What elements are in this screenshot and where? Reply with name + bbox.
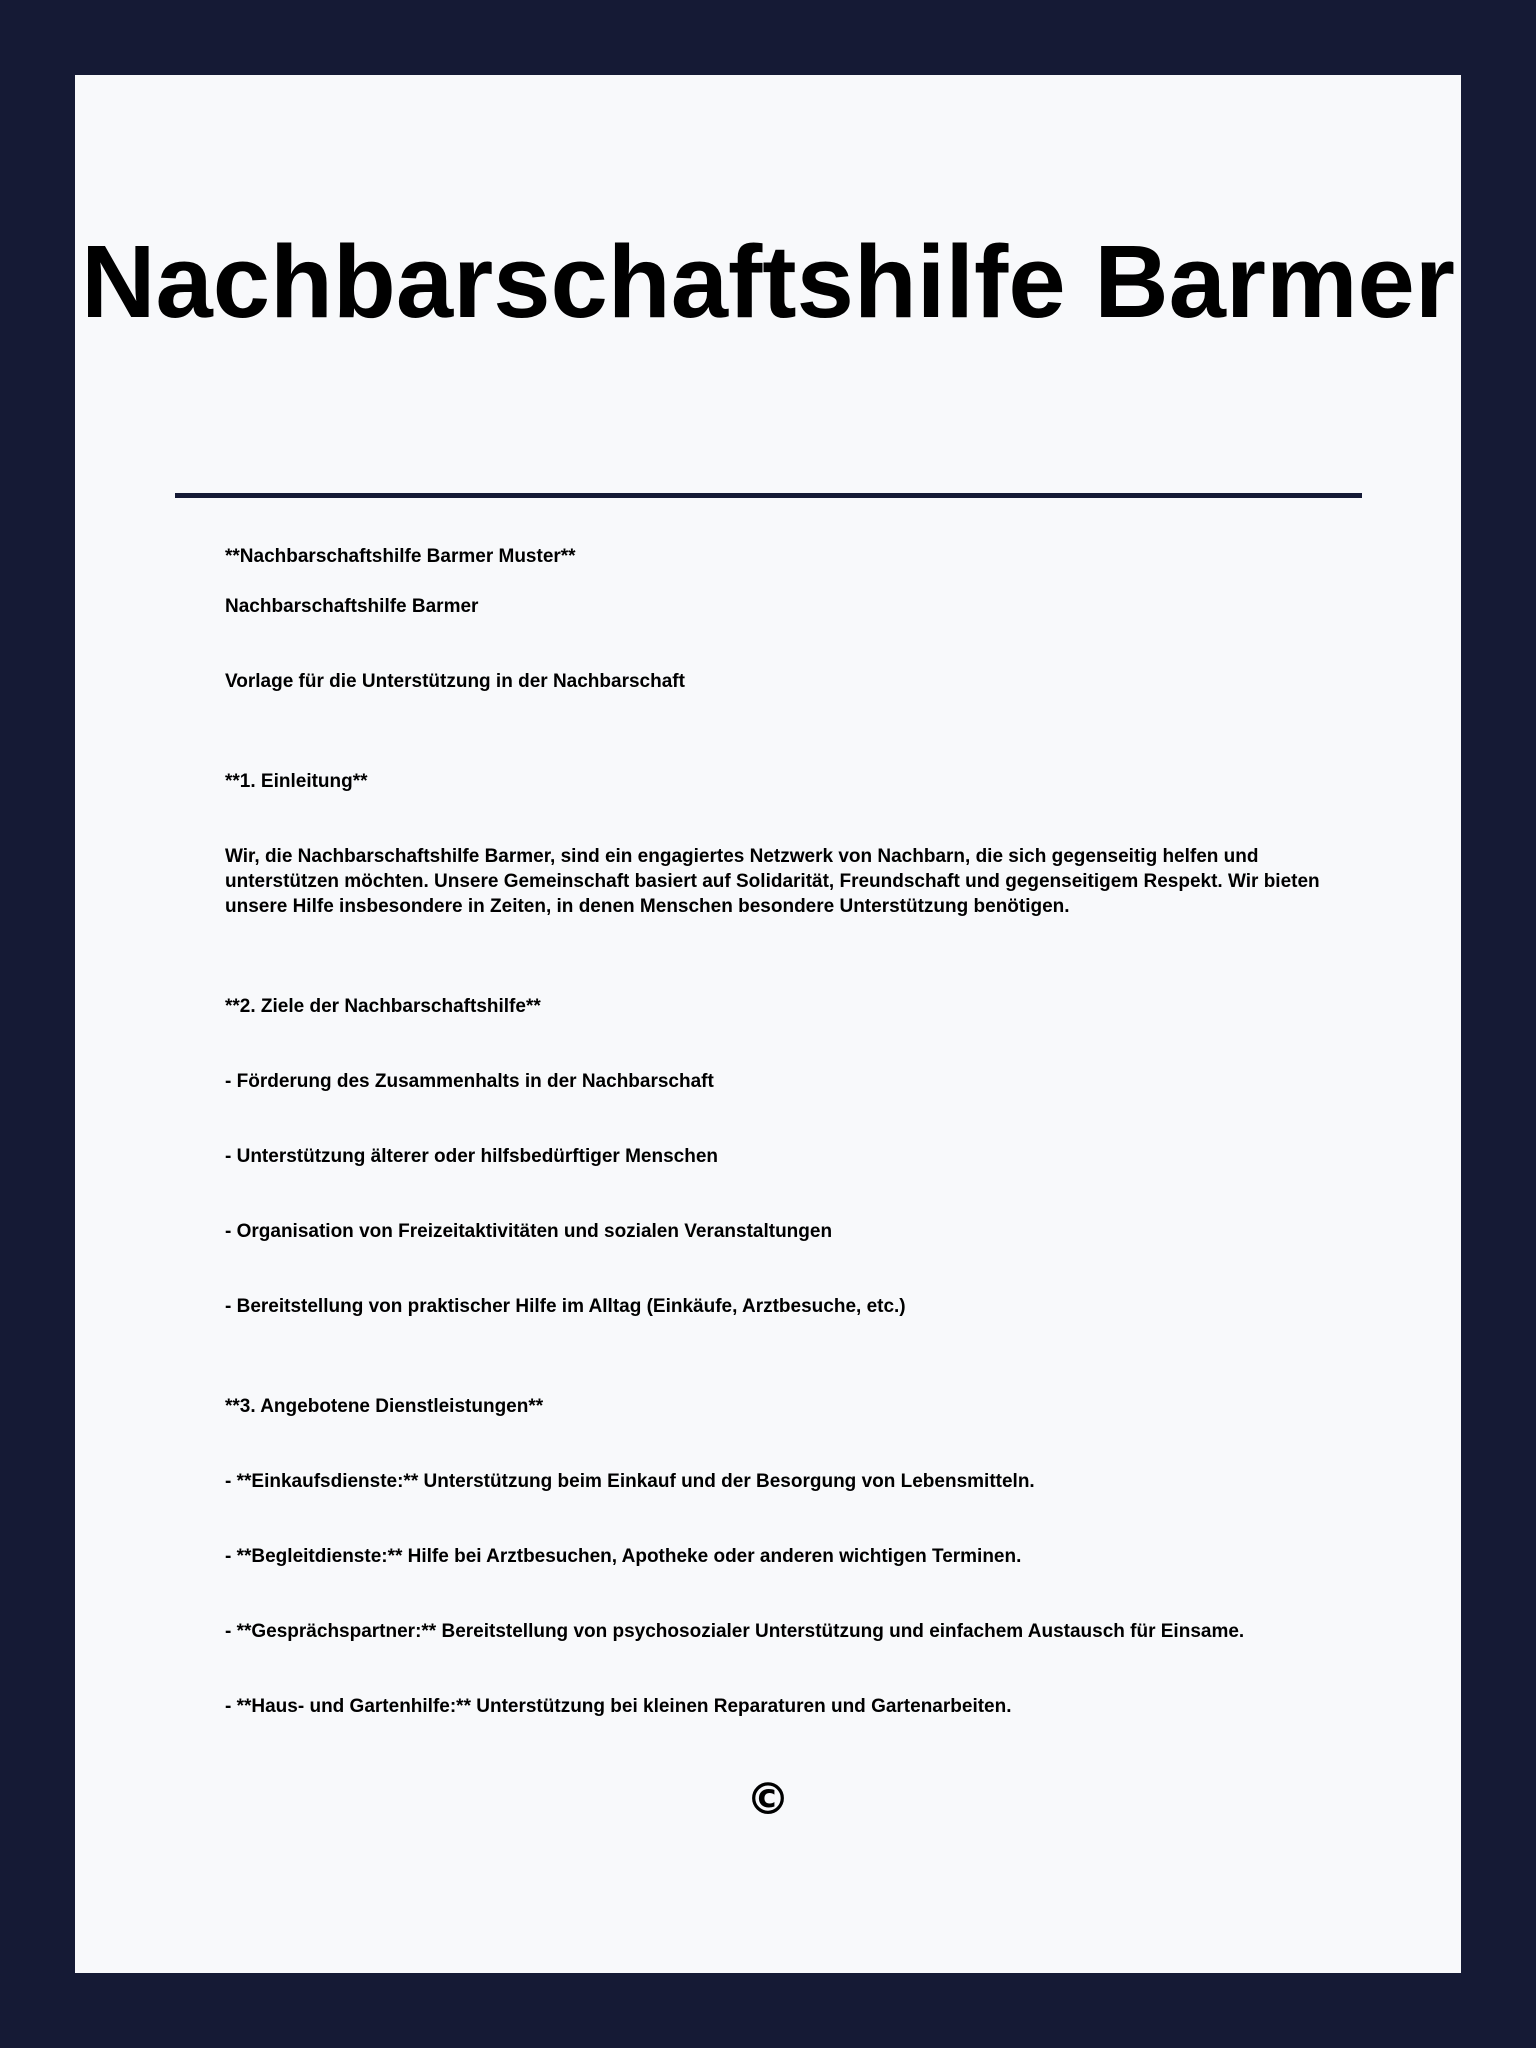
section-paragraph-einleitung: Wir, die Nachbarschaftshilfe Barmer, sind ein engagiertes Netzwerk von Nachbarn, die sich gegenseitig helfen und unterstützen möchten. Unsere Gemeinschaft basiert auf Solidarität, Freundschaft und gegenseitigem Respekt. Wir bieten unsere Hilfe insbesondere in Zeiten, in denen Menschen besondere Unterstützung benötigen. — [225, 846, 1320, 917]
page-title: Nachbarschaftshilfe Barmer — [81, 224, 1455, 339]
list-item: - Bereitstellung von praktischer Hilfe im Alltag (Einkäufe, Arztbesuche, etc.) — [225, 1296, 906, 1317]
list-item: - Förderung des Zusammenhalts in der Nachbarschaft — [225, 1071, 714, 1092]
list-item: - Organisation von Freizeitaktivitäten und sozialen Veranstaltungen — [225, 1221, 833, 1242]
list-item: - **Gesprächspartner:** Bereitstellung von psychosozialer Unterstützung und einfachem Austausch für Einsame. — [225, 1621, 1245, 1642]
title-divider — [175, 493, 1362, 498]
intro-heading: **Nachbarschaftshilfe Barmer Muster** — [225, 546, 576, 567]
intro-subtitle: Vorlage für die Unterstützung in der Nachbarschaft — [225, 671, 685, 692]
section-heading-ziele: **2. Ziele der Nachbarschaftshilfe** — [225, 996, 541, 1017]
document-body — [225, 544, 1320, 1719]
document-page — [75, 75, 1461, 1973]
list-item: - **Einkaufsdienste:** Unterstützung beim Einkauf und der Besorgung von Lebensmitteln. — [225, 1471, 1035, 1492]
section-heading-einleitung: **1. Einleitung** — [225, 771, 368, 792]
list-item: - **Haus- und Gartenhilfe:** Unterstützung bei kleinen Reparaturen und Gartenarbeiten. — [225, 1696, 1012, 1717]
section-heading-dienstleistungen: **3. Angebotene Dienstleistungen** — [225, 1396, 544, 1417]
list-item: - Unterstützung älterer oder hilfsbedürftiger Menschen — [225, 1146, 718, 1167]
list-item: - **Begleitdienste:** Hilfe bei Arztbesuchen, Apotheke oder anderen wichtigen Terminen. — [225, 1546, 1022, 1567]
intro-name: Nachbarschaftshilfe Barmer — [225, 596, 479, 617]
copyright-icon: © — [746, 1774, 790, 1825]
